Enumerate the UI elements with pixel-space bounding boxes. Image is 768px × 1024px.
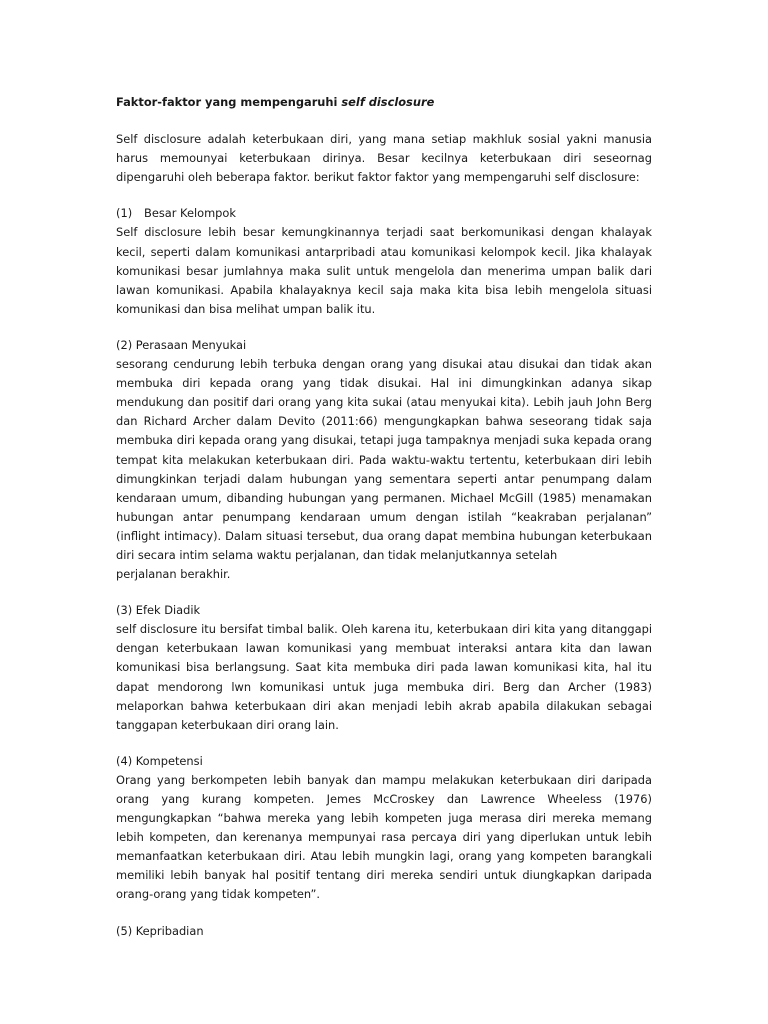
section-heading: (2) Perasaan Menyukai xyxy=(116,337,247,352)
section-heading: (5) Kepribadian xyxy=(116,923,204,938)
title-italic-text: self disclosure xyxy=(341,95,435,109)
section-body: Self disclosure lebih besar kemungkinannya terjadi saat berkomunikasi dengan khalayak kecil, seperti dalam komunikasi antarpribadi atau komunikasi kelompok kecil. Jika khalayak komunikasi besar jumlahnya maka sulit untuk mengelola dan menerima umpan balik dari lawan komunikasi. Apabila khalayaknya kecil saja maka kita bisa lebih mengelola situasi komunikasi dan bisa melihat umpan balik itu. xyxy=(116,225,652,316)
intro-paragraph: Self disclosure adalah keterbukaan diri, yang mana setiap makhluk sosial yakni manusia harus memounyai keterbukaan dirinya. Besar kecilnya keterbukaan diri seseornag dipengaruhi oleh beberapa faktor. berikut faktor faktor yang mempengaruhi self disclosure: xyxy=(116,132,652,185)
section-efek-diadik xyxy=(116,601,652,735)
title-text: Faktor-faktor yang mempengaruhi xyxy=(116,95,342,109)
section-kepribadian xyxy=(116,922,652,941)
document-page xyxy=(116,93,652,941)
document-title xyxy=(116,93,652,112)
section-body: sesorang cendurung lebih terbuka dengan orang yang disukai atau disukai dan tidak akan membuka diri kepada orang yang tidak disukai. Hal ini dimungkinkan adanya sikap mendukung dan positif dari orang yang kita sukai (atau menyukai kita). Lebih jauh John Berg dan Richard Archer dalam Devito (2011:66) mengungkapkan bahwa seseorang tidak saja membuka diri kepada orang yang disukai, tetapi juga tampaknya menjadi suka kepada orang tempat kita melakukan keterbukaan diri. Pada waktu-waktu tertentu, keterbukaan diri lebih dimungkinkan terjadi dalam hubungan yang sementara seperti antar penumpang dalam kendaraan umum, dibanding hubungan yang permanen. Michael McGill (1985) menamakan hubungan antar penumpang kendaraan umum dengan istilah “keakraban perjalanan” (inflight intimacy). Dalam situasi tersebut, dua orang dapat membina hubungan keterbukaan diri secara intim selama waktu perjalanan, dan tidak melanjutkannya setelah xyxy=(116,357,652,562)
section-perasaan-menyukai xyxy=(116,336,652,584)
section-body-tail: perjalanan berakhir. xyxy=(116,567,231,582)
section-besar-kelompok xyxy=(116,204,652,319)
section-heading: (4) Kompetensi xyxy=(116,753,203,768)
section-heading-text: Besar Kelompok xyxy=(144,206,236,221)
section-heading: (3) Efek Diadik xyxy=(116,603,201,618)
section-heading xyxy=(116,204,652,223)
section-body: Orang yang berkompeten lebih banyak dan mampu melakukan keterbukaan diri daripada orang yang kurang kompeten. Jemes McCroskey dan Lawrence Wheeless (1976) mengungkapkan “bahwa mereka yang lebih kompeten juga merasa diri mereka memang lebih kompeten, dan kerenanya mempunyai rasa percaya diri yang diperlukan untuk lebih memanfaatkan keterbukaan diri. Atau lebih mungkin lagi, orang yang kompeten barangkali memiliki lebih banyak hal positif tentang diri mereka sendiri untuk diungkapkan daripada orang-orang yang tidak kompeten”. xyxy=(116,772,652,902)
section-number: (1) xyxy=(116,206,133,221)
section-kompetensi xyxy=(116,752,652,905)
section-body: self disclosure itu bersifat timbal balik. Oleh karena itu, keterbukaan diri kita yang ditanggapi dengan keterbukaan lawan komunikasi yang membuat interaksi antara kita dan lawan komunikasi bisa berlangsung. Saat kita membuka diri pada lawan komunikasi kita, hal itu dapat mendorong lwn komunikasi untuk juga membuka diri. Berg dan Archer (1983) melaporkan bahwa keterbukaan diri akan menjadi lebih akrab apabila dilakukan sebagai tanggapan keterbukaan diri orang lain. xyxy=(116,622,652,732)
